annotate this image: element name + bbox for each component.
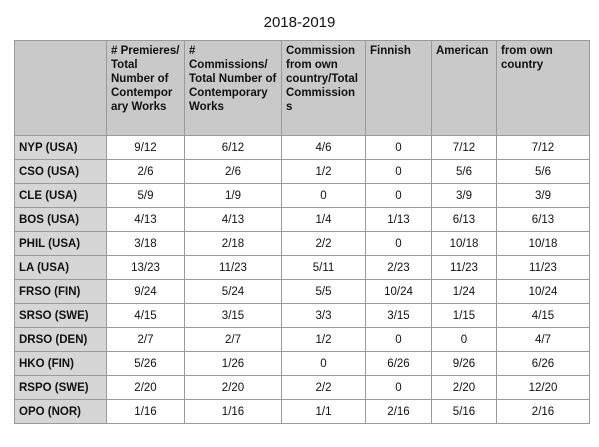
- header-american: American: [432, 41, 497, 136]
- table-cell: 0: [366, 184, 432, 208]
- table-cell: 5/6: [432, 160, 497, 184]
- table-row: [15, 328, 590, 352]
- row-header: PHIL (USA): [15, 232, 107, 256]
- table-cell: 10/18: [497, 232, 590, 256]
- table-cell: 0: [282, 184, 366, 208]
- table-cell: 0: [432, 328, 497, 352]
- header-row: [15, 41, 590, 136]
- table-cell: 3/3: [282, 304, 366, 328]
- table-row: [15, 376, 590, 400]
- table-cell: 3/9: [432, 184, 497, 208]
- table-cell: 2/7: [185, 328, 282, 352]
- table-cell: 11/23: [185, 256, 282, 280]
- table-cell: 2/20: [432, 376, 497, 400]
- table-cell: 2/2: [282, 232, 366, 256]
- row-header: SRSO (SWE): [15, 304, 107, 328]
- table-title: 2018-2019: [263, 14, 336, 31]
- row-header: HKO (FIN): [15, 352, 107, 376]
- table-cell: 10/24: [497, 280, 590, 304]
- table-row: [15, 256, 590, 280]
- header-premieres: # Premieres/ Total Number of Contempor ary Works: [107, 41, 185, 136]
- table-cell: 5/5: [282, 280, 366, 304]
- table-cell: 4/13: [185, 208, 282, 232]
- table-cell: 2/7: [107, 328, 185, 352]
- table-cell: 5/24: [185, 280, 282, 304]
- table-cell: 11/23: [497, 256, 590, 280]
- table-cell: 0: [366, 136, 432, 160]
- table-cell: 2/6: [107, 160, 185, 184]
- row-header: RSPO (SWE): [15, 376, 107, 400]
- table-cell: 1/16: [185, 400, 282, 424]
- row-header: CSO (USA): [15, 160, 107, 184]
- table-cell: 9/24: [107, 280, 185, 304]
- table-cell: 5/6: [497, 160, 590, 184]
- table-cell: 10/18: [432, 232, 497, 256]
- table-cell: 5/9: [107, 184, 185, 208]
- table-row: [15, 280, 590, 304]
- table-cell: 0: [366, 328, 432, 352]
- table-row: [15, 400, 590, 424]
- table-cell: 6/13: [497, 208, 590, 232]
- table-row: [15, 184, 590, 208]
- table-cell: 6/13: [432, 208, 497, 232]
- row-header: LA (USA): [15, 256, 107, 280]
- table-cell: 7/12: [497, 136, 590, 160]
- header-corner: [15, 41, 107, 136]
- table-cell: 6/12: [185, 136, 282, 160]
- table-cell: 7/12: [432, 136, 497, 160]
- table-cell: 1/26: [185, 352, 282, 376]
- table-cell: 10/24: [366, 280, 432, 304]
- row-header: OPO (NOR): [15, 400, 107, 424]
- table-cell: 1/2: [282, 328, 366, 352]
- table-cell: 2/23: [366, 256, 432, 280]
- header-commissions: # Commissions/ Total Number of Contemporary Works: [185, 41, 282, 136]
- table-cell: 1/15: [432, 304, 497, 328]
- table-cell: 9/26: [432, 352, 497, 376]
- header-commission-own-country: Commission from own country/Total Commission s: [282, 41, 366, 136]
- table-row: [15, 304, 590, 328]
- table-cell: 0: [366, 160, 432, 184]
- table-cell: 4/15: [497, 304, 590, 328]
- table-cell: 3/18: [107, 232, 185, 256]
- table-cell: 1/2: [282, 160, 366, 184]
- table-cell: 4/13: [107, 208, 185, 232]
- table-cell: 1/13: [366, 208, 432, 232]
- table-body: [15, 136, 590, 424]
- table-cell: 6/26: [366, 352, 432, 376]
- row-header: DRSO (DEN): [15, 328, 107, 352]
- table-cell: 4/7: [497, 328, 590, 352]
- table-cell: 1/1: [282, 400, 366, 424]
- table-row: [15, 208, 590, 232]
- table-cell: 5/11: [282, 256, 366, 280]
- row-header: BOS (USA): [15, 208, 107, 232]
- table-cell: 2/20: [185, 376, 282, 400]
- table-cell: 5/16: [432, 400, 497, 424]
- header-from-own-country: from own country: [497, 41, 590, 136]
- table-cell: 11/23: [432, 256, 497, 280]
- table-cell: 2/18: [185, 232, 282, 256]
- table-cell: 2/16: [497, 400, 590, 424]
- table-cell: 6/26: [497, 352, 590, 376]
- header-finnish: Finnish: [366, 41, 432, 136]
- table-cell: 0: [282, 352, 366, 376]
- table-cell: 2/20: [107, 376, 185, 400]
- table-cell: 0: [366, 232, 432, 256]
- table-cell: 2/16: [366, 400, 432, 424]
- table-cell: 13/23: [107, 256, 185, 280]
- table-cell: 9/12: [107, 136, 185, 160]
- table-cell: 0: [366, 376, 432, 400]
- table-cell: 1/16: [107, 400, 185, 424]
- table-cell: 1/9: [185, 184, 282, 208]
- table-row: [15, 160, 590, 184]
- table-cell: 2/2: [282, 376, 366, 400]
- table-cell: 5/26: [107, 352, 185, 376]
- row-header: NYP (USA): [15, 136, 107, 160]
- table-row: [15, 232, 590, 256]
- table-cell: 3/15: [366, 304, 432, 328]
- row-header: CLE (USA): [15, 184, 107, 208]
- table-cell: 3/9: [497, 184, 590, 208]
- table-row: [15, 136, 590, 160]
- table-cell: 12/20: [497, 376, 590, 400]
- table-row: [15, 352, 590, 376]
- table-cell: 4/6: [282, 136, 366, 160]
- table-cell: 3/15: [185, 304, 282, 328]
- data-table: [14, 40, 590, 424]
- table-cell: 4/15: [107, 304, 185, 328]
- row-header: FRSO (FIN): [15, 280, 107, 304]
- table-cell: 2/6: [185, 160, 282, 184]
- table-cell: 1/24: [432, 280, 497, 304]
- table-cell: 1/4: [282, 208, 366, 232]
